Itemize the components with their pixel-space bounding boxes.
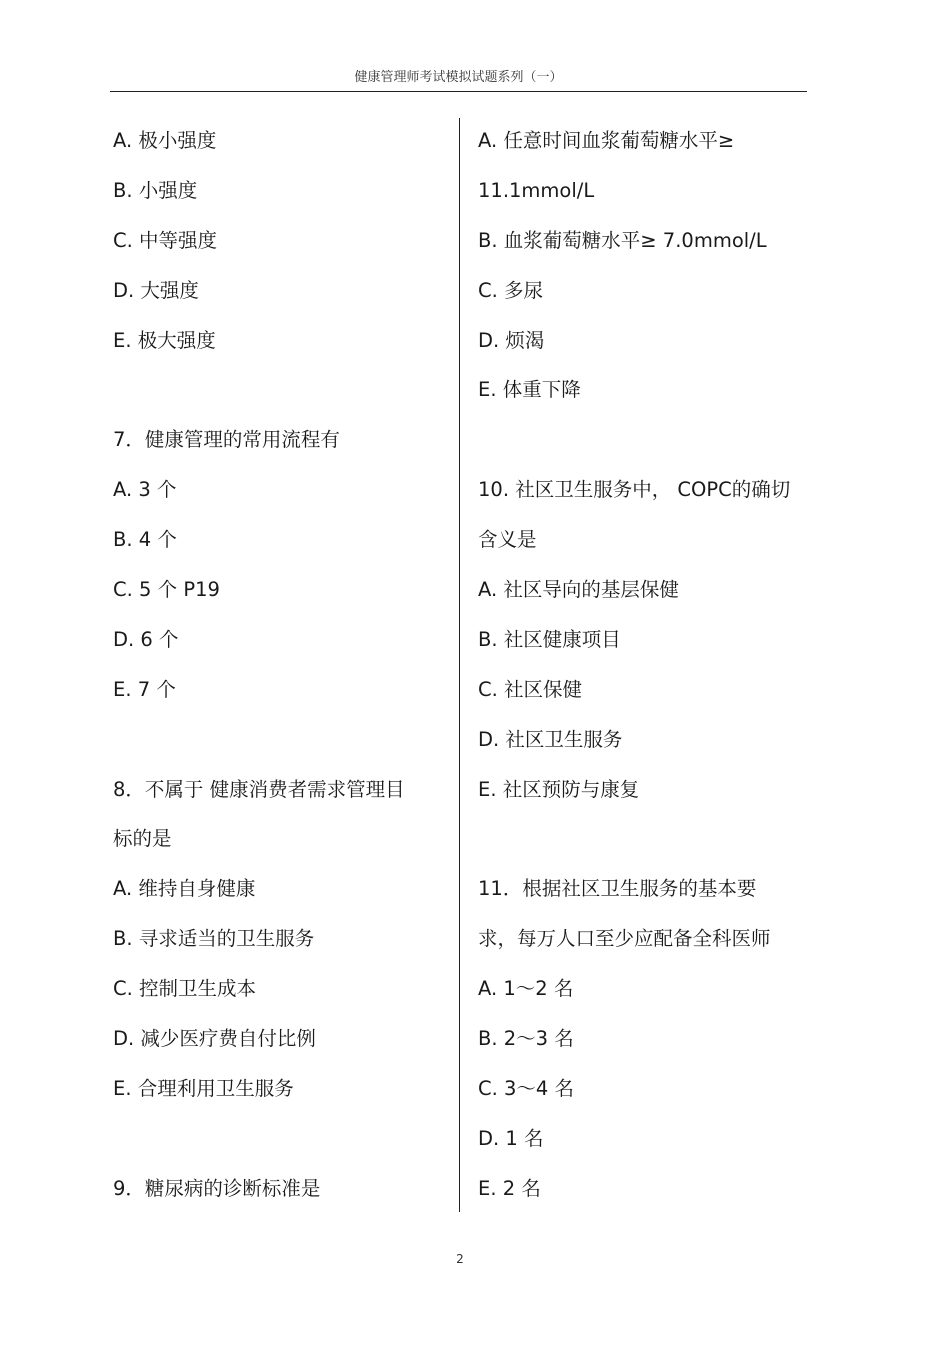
column-divider <box>459 118 460 1212</box>
right-line-14: E. 社区预防与康复 <box>478 777 640 801</box>
right-line-21: D. 1 名 <box>478 1126 544 1150</box>
left-line-14: 8．不属于 健康消费者需求管理目 <box>113 777 405 801</box>
left-line-19: D. 减少医疗费自付比例 <box>113 1027 316 1051</box>
right-line-22: E. 2 名 <box>478 1176 541 1200</box>
left-line-2: B. 小强度 <box>113 178 198 202</box>
left-line-10: C. 5 个 P19 <box>113 578 220 602</box>
right-line-13: D. 社区卫生服务 <box>478 727 623 751</box>
left-line-4: D. 大强度 <box>113 278 199 302</box>
right-line-18: A. 1～2 名 <box>478 977 574 1001</box>
left-line-18: C. 控制卫生成本 <box>113 977 257 1001</box>
left-line-6 <box>113 365 443 415</box>
right-line-16: 11．根据社区卫生服务的基本要 <box>478 877 757 901</box>
right-line-4: C. 多尿 <box>478 278 544 302</box>
left-line-12: E. 7 个 <box>113 677 176 701</box>
right-line-8: 10. 社区卫生服务中， COPC的确切 <box>478 478 791 502</box>
right-line-17: 求，每万人口至少应配备全科医师 <box>478 927 771 951</box>
right-line-3: B. 血浆葡萄糖水平≥ 7.0mmol/L <box>478 228 767 252</box>
right-line-5: D. 烦渴 <box>478 328 545 352</box>
left-line-11: D. 6 个 <box>113 627 179 651</box>
left-line-5: E. 极大强度 <box>113 328 216 352</box>
right-line-9: 含义是 <box>478 528 537 552</box>
right-line-19: B. 2～3 名 <box>478 1027 574 1051</box>
right-line-10: A. 社区导向的基层保健 <box>478 578 679 602</box>
left-line-3: C. 中等强度 <box>113 228 218 252</box>
right-line-11: B. 社区健康项目 <box>478 627 621 651</box>
left-line-9: B. 4 个 <box>113 528 177 552</box>
header-rule <box>110 91 807 92</box>
right-line-6: E. 体重下降 <box>478 378 581 402</box>
left-line-15: 标的是 <box>113 827 172 851</box>
right-line-15 <box>478 814 808 864</box>
page-header-title: 健康管理师考试模拟试题系列（一） <box>354 70 563 85</box>
right-line-2: 11.1mmol/L <box>478 178 595 202</box>
right-line-1: A. 任意时间血浆葡萄糖水平≥ <box>478 129 735 152</box>
left-line-17: B. 寻求适当的卫生服务 <box>113 927 315 951</box>
left-line-21 <box>113 1114 443 1164</box>
left-column <box>113 116 443 1214</box>
right-column <box>478 116 808 1214</box>
left-line-7: 7．健康管理的常用流程有 <box>113 428 340 452</box>
right-line-20: C. 3～4 名 <box>478 1076 575 1100</box>
page-number: 2 <box>456 1252 464 1266</box>
left-line-16: A. 维持自身健康 <box>113 877 256 901</box>
right-line-12: C. 社区保健 <box>478 677 583 701</box>
left-line-20: E. 合理利用卫生服务 <box>113 1076 294 1100</box>
left-line-8: A. 3 个 <box>113 478 177 502</box>
left-line-1: A. 极小强度 <box>113 129 217 152</box>
left-line-13 <box>113 715 443 765</box>
right-line-7 <box>478 415 808 465</box>
left-line-22: 9．糖尿病的诊断标准是 <box>113 1176 321 1200</box>
